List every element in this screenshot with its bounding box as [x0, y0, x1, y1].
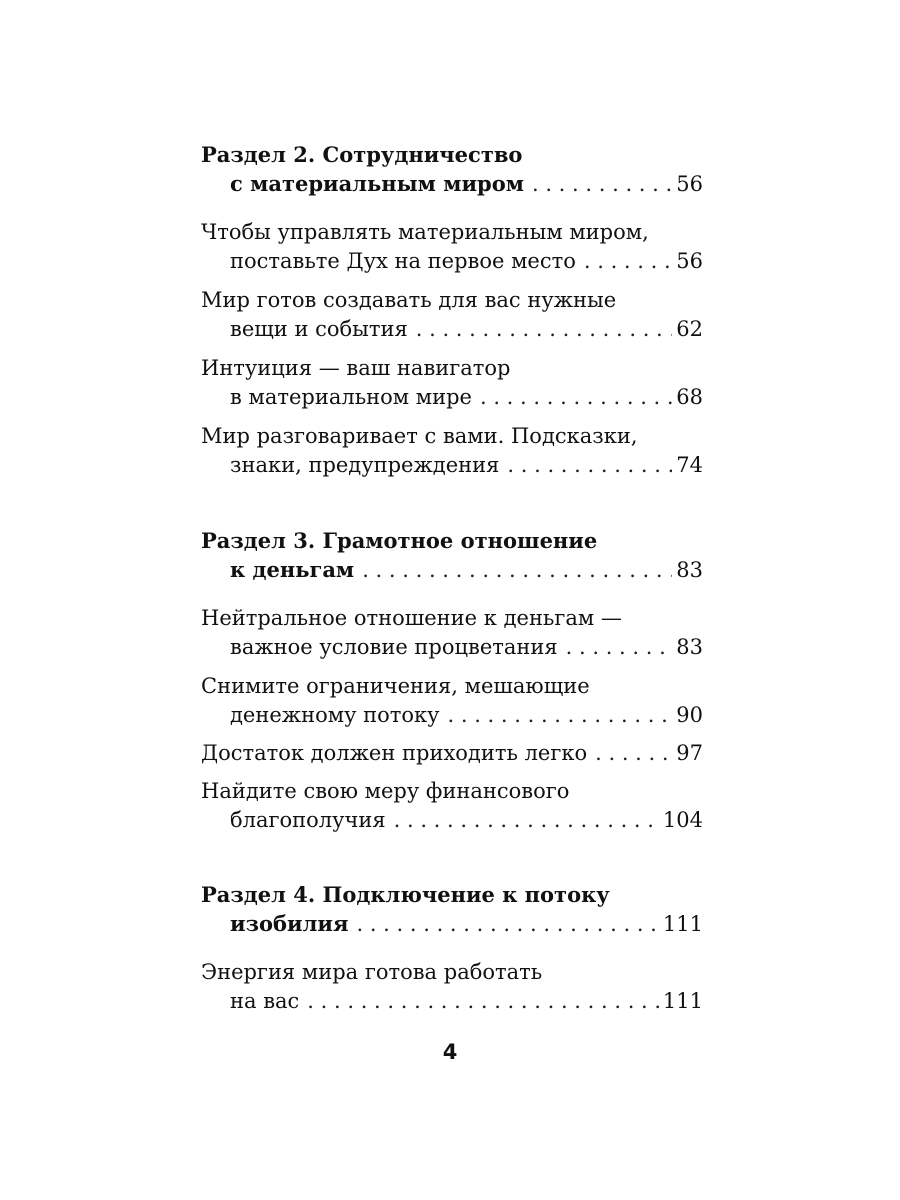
entry-line2: в материальном мире — [230, 385, 472, 409]
section-heading-4 — [201, 880, 703, 939]
toc-entry — [201, 739, 703, 768]
page-ref: 104 — [662, 808, 703, 832]
dot-leader — [507, 451, 672, 480]
entry-line2: вещи и события — [230, 317, 408, 341]
section-title-line1: Раздел 3. Грамотное отношение — [201, 528, 598, 553]
toc-entry — [201, 604, 703, 662]
dot-leader — [595, 739, 672, 768]
dot-leader — [394, 806, 659, 835]
section-title-line2: изобилия — [230, 911, 349, 936]
section-title-line1: Раздел 4. Подключение к потоку — [201, 882, 610, 907]
entry-line1: Чтобы управлять материальным миром, — [201, 220, 649, 244]
page-ref: 56 — [676, 249, 703, 273]
section-title-line1: Раздел 2. Сотрудничество — [201, 142, 523, 167]
page-ref: 83 — [676, 635, 703, 659]
dot-leader — [532, 170, 672, 199]
toc-entry — [201, 958, 703, 1016]
entry-line1: Достаток должен приходить легко — [201, 741, 588, 765]
entry-line1: Снимите ограничения, мешающие — [201, 674, 590, 698]
toc-entry — [201, 354, 703, 412]
entry-line2: знаки, предупреждения — [230, 453, 500, 477]
entry-line2: поставьте Дух на первое место — [230, 249, 576, 273]
page-ref: 111 — [662, 989, 703, 1013]
page-ref: 97 — [676, 741, 703, 765]
page-ref: 90 — [676, 703, 703, 727]
section-title-line2: с материальным миром — [230, 171, 524, 196]
section-heading-2 — [201, 140, 703, 199]
dot-leader — [566, 633, 673, 662]
page-number: 4 — [442, 1040, 458, 1064]
entry-line1: Найдите свою меру финансового — [201, 779, 570, 803]
dot-leader — [362, 556, 672, 585]
page-ref: 62 — [676, 317, 703, 341]
entry-line2: важное условие процветания — [230, 635, 558, 659]
dot-leader — [480, 383, 672, 412]
page-ref: 83 — [676, 558, 703, 582]
section-title-line2: к деньгам — [230, 557, 355, 582]
page-ref: 68 — [676, 385, 703, 409]
entry-line2: благополучия — [230, 808, 386, 832]
toc-entry — [201, 777, 703, 835]
entry-line1: Нейтральное отношение к деньгам — — [201, 606, 622, 630]
toc-entry — [201, 422, 703, 480]
entry-line1: Энергия мира готова работать — [201, 960, 543, 984]
section-heading-3 — [201, 526, 703, 585]
dot-leader — [416, 315, 673, 344]
dot-leader — [356, 910, 658, 939]
page-ref: 56 — [676, 172, 703, 196]
page-ref: 111 — [662, 912, 703, 936]
toc-entry — [201, 218, 703, 276]
dot-leader — [307, 987, 659, 1016]
entry-line2: на вас — [230, 989, 300, 1013]
entry-line1: Интуиция — ваш навигатор — [201, 356, 511, 380]
dot-leader — [584, 247, 672, 276]
toc-entry — [201, 672, 703, 730]
entry-line1: Мир разговаривает с вами. Подсказки, — [201, 424, 638, 448]
entry-line2: денежному потоку — [230, 703, 440, 727]
toc-entry — [201, 286, 703, 344]
entry-line1: Мир готов создавать для вас нужные — [201, 288, 617, 312]
dot-leader — [448, 701, 673, 730]
page-ref: 74 — [676, 453, 703, 477]
